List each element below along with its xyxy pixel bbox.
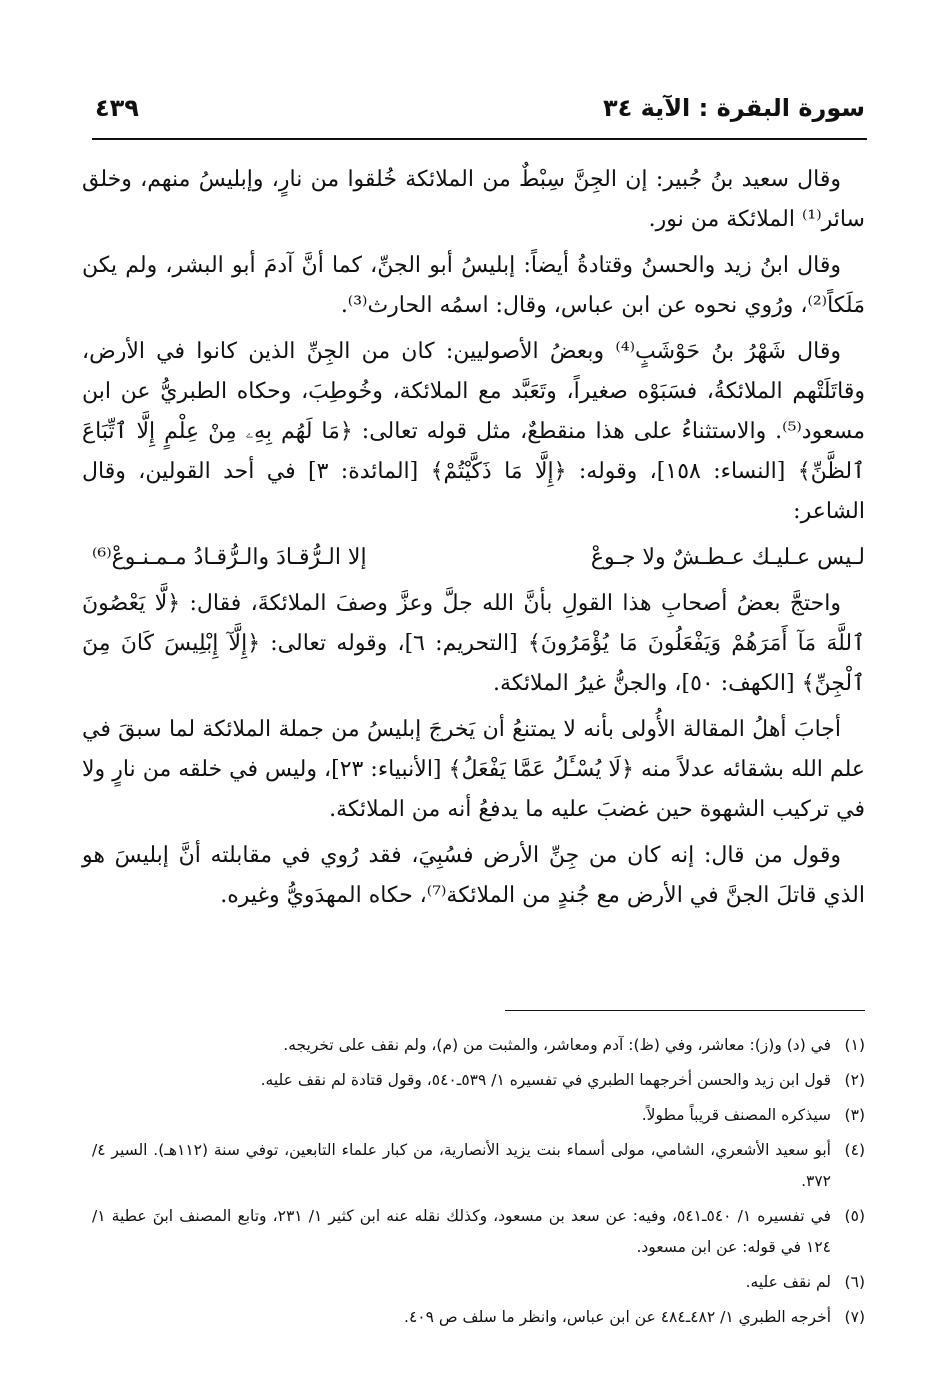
footnote-text: سيذكره المصنف قريباً مطولاً. [641,1106,831,1124]
footnote-number: (٧) [844,1308,865,1326]
footnote-number: (٢) [844,1071,865,1089]
footnote-text: في (د) و(ز): معاشر، وفي (ظ): آدم ومعاشر، والمثبت من (م)، ولم نقف على تخريجه. [283,1036,831,1054]
paragraph-4: واحتجَّ بعضُ أصحابِ هذا القولِ بأنَّ الله جلَّ وعزَّ وصفَ الملائكةَ، فقال: ﴿لَّا يَعْصُونَ ٱللَّهَ مَآ أَمَرَهُمْ وَيَفْعَلُونَ مَا يُؤْمَرُونَ﴾ [التحريم: ٦]، وقوله تعالى: ﴿إِلَّآ إِبْلِيسَ كَانَ مِنَ ٱلْجِنِّ﴾ [الكهف: ٥٠]، والجنُّ غيرُ الملائكة. [82,591,865,696]
paragraph-5: أجابَ أهلُ المقالة الأُولى بأنه لا يمتنعُ أن يَخرجَ إبليسُ من جملة الملائكة لما سبقَ في علم الله بشقائه عدلاً منه ﴿لَا يُسْـَٔلُ عَمَّا يَفْعَلُ﴾ [الأنبياء: ٢٣]، وليس في خلقه من نارٍ ولا في تركيب الشهوة حين غضبَ عليه ما يدفعُ أنه من الملائكة. [82,717,865,822]
main-text [82,160,865,922]
footnote [92,1065,865,1096]
verse-second-hemistich: إلا الـرُّقـادَ والـرُّقـادُ مـمـنـوعْ⁽⁶⁾ [92,545,367,570]
header-divider [92,138,867,140]
poetry-verse [82,538,865,578]
footnote-number: (١) [844,1036,865,1054]
paragraph-2: وقال ابنُ زيد والحسنُ وقتادةُ أيضاً: إبليسُ أبو الجنِّ، كما أنَّ آدمَ أبو البشر، ولم يكن مَلَكاً⁽²⁾، ورُوي نحوه عن ابن عباس، وقال: اسمُه الحارث⁽³⁾. [82,253,865,318]
footnote-text: قول ابن زيد والحسن أخرجهما الطبري في تفسيره ١/ ٥٣٩ـ٥٤٠، وقول قتادة لم نقف عليه. [260,1071,831,1089]
footnote-text: أخرجه الطبري ١/ ٤٨٢ـ٤٨٤ عن ابن عباس، وانظر ما سلف ص ٤٠٩. [404,1308,831,1326]
footnote [92,1030,865,1061]
footnote [92,1100,865,1131]
paragraph-1: وقال سعيد بنُ جُبير: إن الجِنَّ سِبْطٌ من الملائكة خُلقوا من نارٍ، وإبليسُ منهم، وخلق سائر⁽¹⁾ الملائكة من نور. [82,167,865,232]
footnote [92,1267,865,1298]
page-number: ٤٣٩ [95,94,139,122]
footnotes [92,1030,865,1337]
footnote-number: (٤) [844,1141,865,1159]
page-header [95,88,865,128]
footnote-text: أبو سعيد الأشعري، الشامي، مولى أسماء بنت يزيد الأنصارية، من كبار علماء التابعين، توفي سنة (١١٢هـ). السير ٤/ ٣٧٢. [92,1141,831,1190]
footnote [92,1302,865,1333]
footnote-divider [505,1010,865,1011]
paragraph-3: وقال شَهْرُ بنُ حَوْشَبٍ⁽⁴⁾ وبعضُ الأصوليين: كان من الجِنِّ الذين كانوا في الأرض، وقاتَلَتْهم الملائكةُ، فسَبَوْه صغيراً، وتَعَبَّد مع الملائكة، وخُوطِبَ، وحكاه الطبريُّ عن ابن مسعود⁽⁵⁾. والاستثناءُ على هذا منقطعٌ، مثل قوله تعالى: ﴿مَا لَهُم بِهِۦ مِنْ عِلْمٍ إِلَّا ٱتِّبَاعَ ٱلظَّنِّ﴾ [النساء: ١٥٨]، وقوله: ﴿إِلَّا مَا ذَكَّيْتُمْ﴾ [المائدة: ٣] في أحد القولين، وقال الشاعر: [82,339,866,524]
footnote-text: في تفسيره ١/ ٥٤٠ـ٥٤١، وفيه: عن سعد بن مسعود، وكذلك نقله عنه ابن كثير ١/ ٢٣١، وتابع المصنف ابنَ عطية ١/ ١٢٤ في قوله: عن ابن مسعود. [92,1207,832,1256]
footnote [92,1201,865,1263]
running-title: سورة البقرة : الآية ٣٤ [602,94,865,122]
footnote [92,1135,865,1197]
verse-first-hemistich: لـيس عـليـك عـطـشٌ ولا جـوعْ [590,545,865,570]
footnote-text: لم نقف عليه. [745,1273,831,1291]
paragraph-6: وقول من قال: إنه كان من جِنِّ الأرض فسُبِيَ، فقد رُوي في مقابلته أنَّ إبليسَ هو الذي قاتلَ الجنَّ في الأرض مع جُندٍ من الملائكة⁽⁷⁾، حكاه المهدَويُّ وغيره. [82,843,865,908]
footnote-number: (٦) [844,1273,865,1291]
footnote-number: (٥) [844,1207,865,1225]
footnote-number: (٣) [844,1106,865,1124]
